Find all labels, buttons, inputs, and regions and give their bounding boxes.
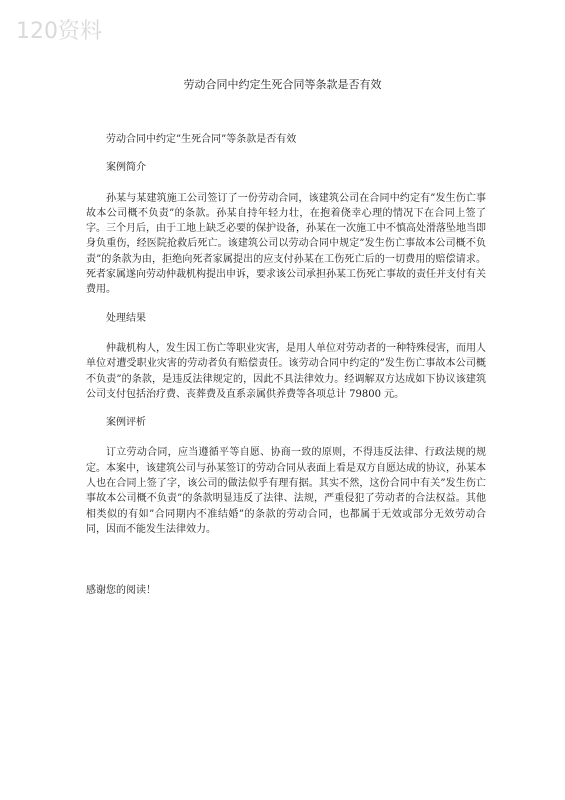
section-heading-result: 处理结果: [106, 312, 146, 324]
section-body-result: 仲裁机构人，发生因工伤亡等职业灾害，是用人单位对劳动者的一种特殊侵害，而用人单位对遭受职业灾害的劳动者负有赔偿责任。该劳动合同中约定的”发生伤亡事故本公司概不负责”的条款，是违反法律规定的，因此不具法律效力。经调解双方达成如下协议该建筑公司支付包括治疗费、丧葬费及直系亲属供养费等各项总计 79800 元。: [86, 342, 486, 400]
document-body: [86, 132, 486, 537]
document-subtitle: 劳动合同中约定”生死合同”等条款是否有效: [106, 134, 297, 145]
document-title: 劳动合同中约定生死合同等条款是否有效: [183, 78, 382, 91]
section-body-case-intro: 孙某与某建筑施工公司签订了一份劳动合同，该建筑公司在合同中约定有”发生伤亡事故本公司概不负责”的条款。孙某自持年轻力壮，在抱着侥幸心理的情况下在合同上签了字。三个月后，由于工地上缺乏必要的保护设备，孙某在一次施工中不慎高处滑落坠地当即身负重伤，经医院抢救后死亡。该建筑公司以劳动合同中规定”发生伤亡事故本公司概不负责”的条款为由，拒绝向死者家属提出的应支付孙某在工伤死亡后的一切费用的赔偿请求。死者家属遂向劳动仲裁机构提出申诉，要求该公司承担孙某工伤死亡事故的责任并支付有关费用。: [86, 192, 486, 296]
section-heading-case-intro: 案例简介: [106, 162, 146, 174]
closing-text: 感谢您的阅读！: [86, 585, 156, 596]
section-body-analysis: 订立劳动合同，应当遵循平等自愿、协商一致的原则，不得违反法律、行政法规的规定。本案中，该建筑公司与孙某签订的劳动合同从表面上看是双方自愿达成的协议，孙某本人也在合同上签了字，该公司的做法似乎有理有据。其实不然，这份合同中有关”发生伤亡事故本公司概不负责”的条款明显违反了法律、法规，严重侵犯了劳动者的合法权益。其他相类似的有如”合同期内不准结婚”的条款的劳动合同，也都属于无效或部分无效劳动合同，因而不能发生法律效力。: [86, 447, 486, 535]
section-heading-analysis: 案例评析: [106, 417, 146, 429]
watermark-logo: 120资料: [16, 19, 102, 44]
